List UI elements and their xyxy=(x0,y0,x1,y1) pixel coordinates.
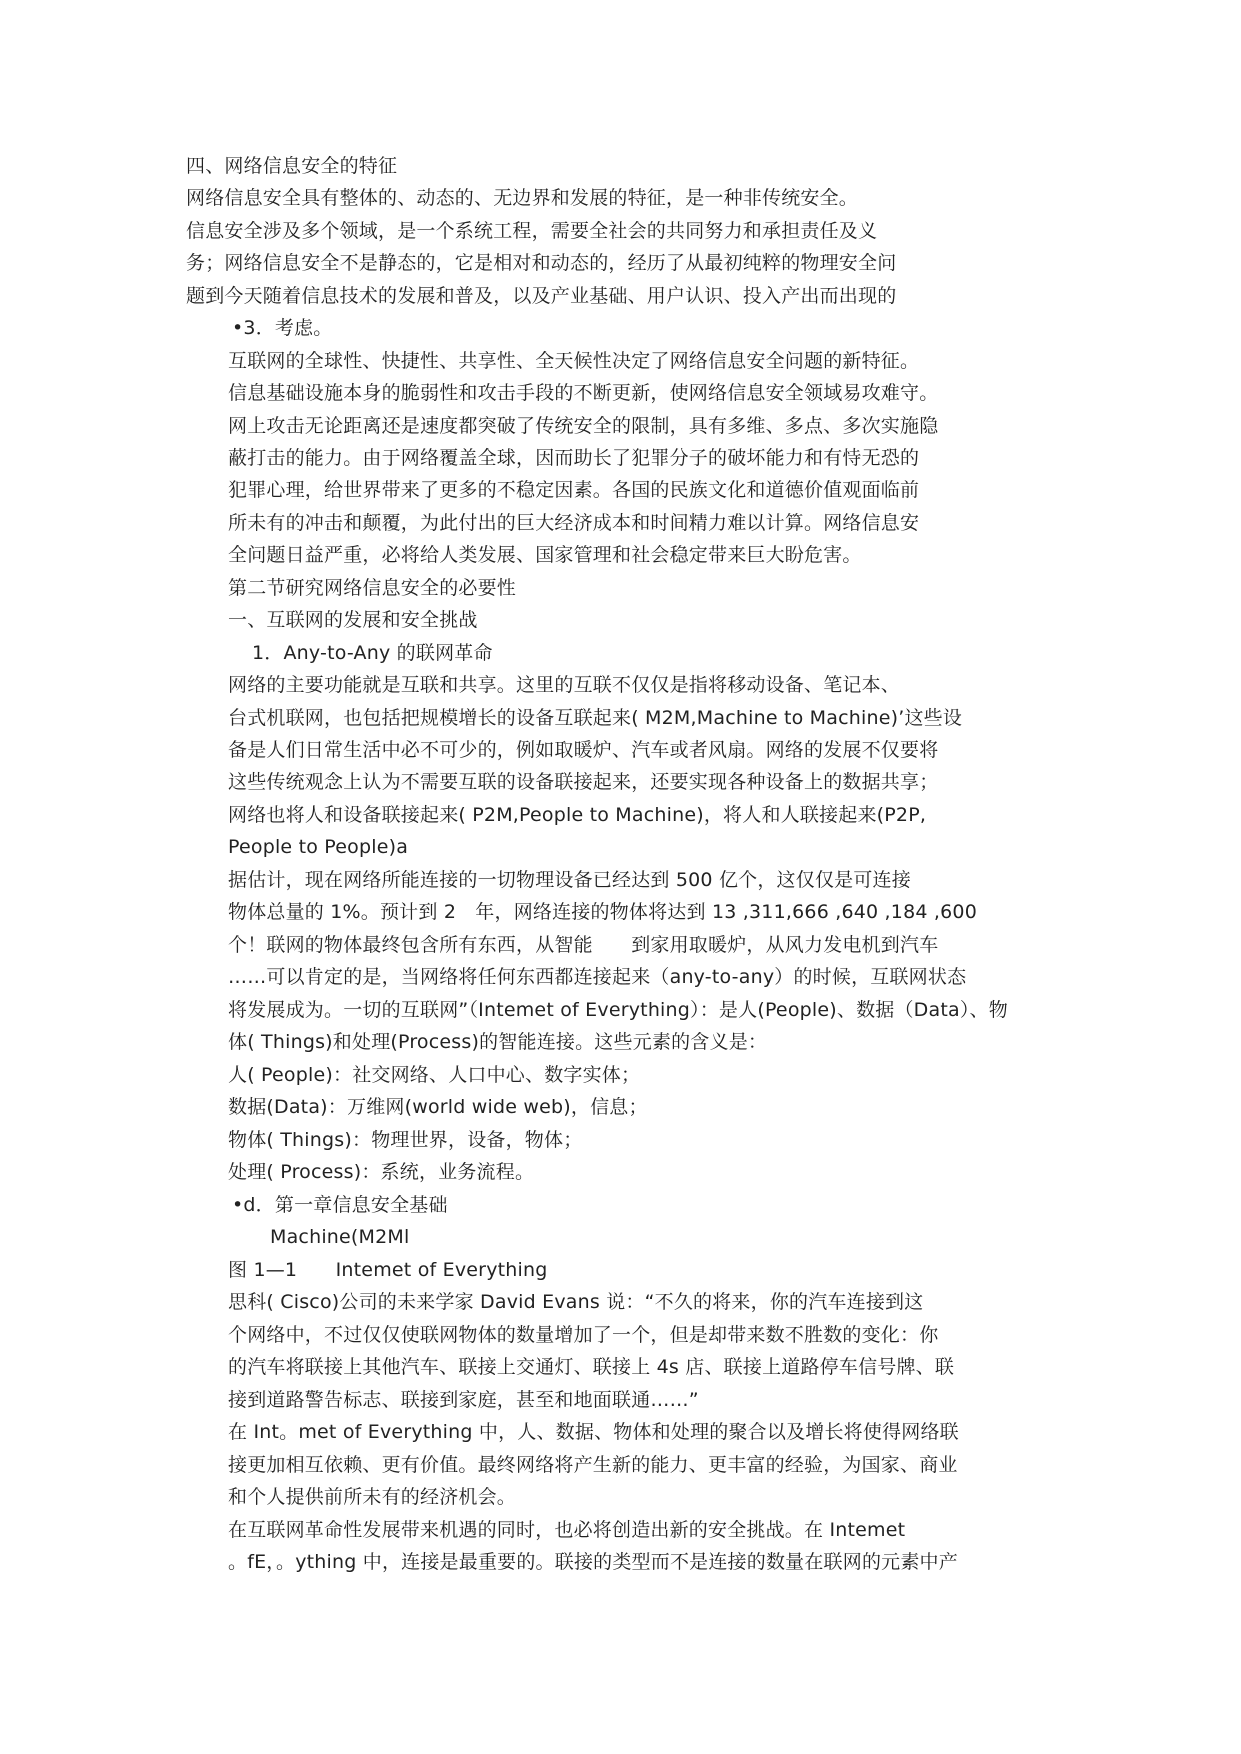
paragraph-line: 所未有的冲击和颠覆，为此付出的巨大经济成本和时间精力难以计算。网络信息安 xyxy=(228,512,920,534)
paragraph-line: 互联网的全球性、快捷性、共享性、全天候性决定了网络信息安全问题的新特征。 xyxy=(228,350,920,372)
paragraph-line: 个！联网的物体最终包含所有东西，从智能 到家用取暖炉，从风力发电机到汽车 xyxy=(228,934,939,956)
paragraph-line: 这些传统观念上认为不需要互联的设备联接起来，还要实现各种设备上的数据共享； xyxy=(228,771,939,793)
paragraph-line: ……可以肯定的是，当网络将任何东西都连接起来（any-to-any）的时候，互联网状态 xyxy=(228,966,967,988)
paragraph-line: 。fE，。ything 中，连接是最重要的。联接的类型而不是连接的数量在联网的元素中产 xyxy=(228,1551,958,1573)
figure-fragment: Machine(M2Ml xyxy=(270,1226,410,1248)
paragraph-line: 犯罪心理，给世界带来了更多的不稳定因素。各国的民族文化和道德价值观面临前 xyxy=(228,479,920,501)
paragraph-line: 题到今天随着信息技术的发展和普及，以及产业基础、用户认识、投入产出而出现的 xyxy=(186,285,897,307)
paragraph-line: 据估计，现在网络所能连接的一切物理设备已经达到 500 亿个，这仅仅是可连接 xyxy=(228,869,911,891)
figure-caption: 图 1—1 Intemet of Everything xyxy=(228,1259,548,1281)
list-item: 1．Any-to-Any 的联网革命 xyxy=(252,642,493,664)
definition-line: 人( People)：社交网络、人口中心、数字实体； xyxy=(228,1064,641,1086)
subsection-heading: 一、互联网的发展和安全挑战 xyxy=(228,609,478,631)
definition-line: 数据(Data)：万维网(world wide web)，信息； xyxy=(228,1096,648,1118)
paragraph-line: 接更加相互依赖、更有价值。最终网络将产生新的能力、更丰富的经验，为国家、商业 xyxy=(228,1454,958,1476)
paragraph-line: 信息安全涉及多个领域，是一个系统工程，需要全社会的共同努力和承担责任及义 xyxy=(186,220,878,242)
paragraph-line: 思科( Cisco)公司的未来学家 David Evans 说：“不久的将来，你的汽车连接到这 xyxy=(228,1291,924,1313)
paragraph-line: 备是人们日常生活中必不可少的，例如取暖炉、汽车或者风扇。网络的发展不仅要将 xyxy=(228,739,939,761)
paragraph-line: People to People)a xyxy=(228,836,409,858)
paragraph-line: 台式机联网，也包括把规模增长的设备互联起来( M2M,Machine to Machine)’这些设 xyxy=(228,707,963,729)
paragraph-line: 将发展成为。一切的互联网”（Intemet of Everything）：是人(People)、数据（Data）、物 xyxy=(228,999,1008,1021)
paragraph-line: 蔽打击的能力。由于网络覆盖全球，因而助长了犯罪分子的破坏能力和有恃无恐的 xyxy=(228,447,920,469)
paragraph-line: 务；网络信息安全不是静态的，它是相对和动态的，经历了从最初纯粹的物理安全问 xyxy=(186,252,897,274)
section-heading: 第二节研究网络信息安全的必要性 xyxy=(228,577,517,599)
paragraph-line: 物体总量的 1%。预计到 2 年，网络连接的物体将达到 13 ,311,666 ,640 ,184 ,600 xyxy=(228,901,978,923)
paragraph-line: 网上攻击无论距离还是速度都突破了传统安全的限制，具有多维、多点、多次实施隐 xyxy=(228,415,939,437)
paragraph-line: 信息基础设施本身的脆弱性和攻击手段的不断更新，使网络信息安全领域易攻难守。 xyxy=(228,382,939,404)
paragraph-line: 网络的主要功能就是互联和共享。这里的互联不仅仅是指将移动设备、笔记本、 xyxy=(228,674,901,696)
definition-line: 处理( Process)：系统，业务流程。 xyxy=(228,1161,535,1183)
paragraph-line: 和个人提供前所未有的经济机会。 xyxy=(228,1486,517,1508)
paragraph-line: 接到道路警告标志、联接到家庭，甚至和地面联通……” xyxy=(228,1389,699,1411)
paragraph-line: 在 Int。met of Everything 中，人、数据、物体和处理的聚合以及增长将使得网络联 xyxy=(228,1421,959,1443)
section-heading-characteristics: 四、网络信息安全的特征 xyxy=(186,155,398,177)
paragraph-line: 的汽车将联接上其他汽车、联接上交通灯、联接上 4s 店、联接上道路停车信号牌、联 xyxy=(228,1356,955,1378)
list-item: •3．考虑。 xyxy=(232,317,333,339)
paragraph-line: 体( Things)和处理(Process)的智能连接。这些元素的含义是： xyxy=(228,1031,768,1053)
paragraph-line: 网络也将人和设备联接起来( P2M,People to Machine)，将人和人联接起来(P2P, xyxy=(228,804,927,826)
paragraph-line: 网络信息安全具有整体的、动态的、无边界和发展的特征，是一种非传统安全。 xyxy=(186,187,859,209)
paragraph-line: 全问题日益严重，必将给人类发展、国家管理和社会稳定带来巨大盼危害。 xyxy=(228,544,862,566)
definition-line: 物体( Things)：物理世界，设备，物体； xyxy=(228,1129,583,1151)
paragraph-line: 个网络中，不过仅仅使联网物体的数量增加了一个，但是却带来数不胜数的变化：你 xyxy=(228,1324,939,1346)
list-item: •d．第一章信息安全基础 xyxy=(232,1194,448,1216)
paragraph-line: 在互联网革命性发展带来机遇的同时，也必将创造出新的安全挑战。在 Intemet xyxy=(228,1519,906,1541)
